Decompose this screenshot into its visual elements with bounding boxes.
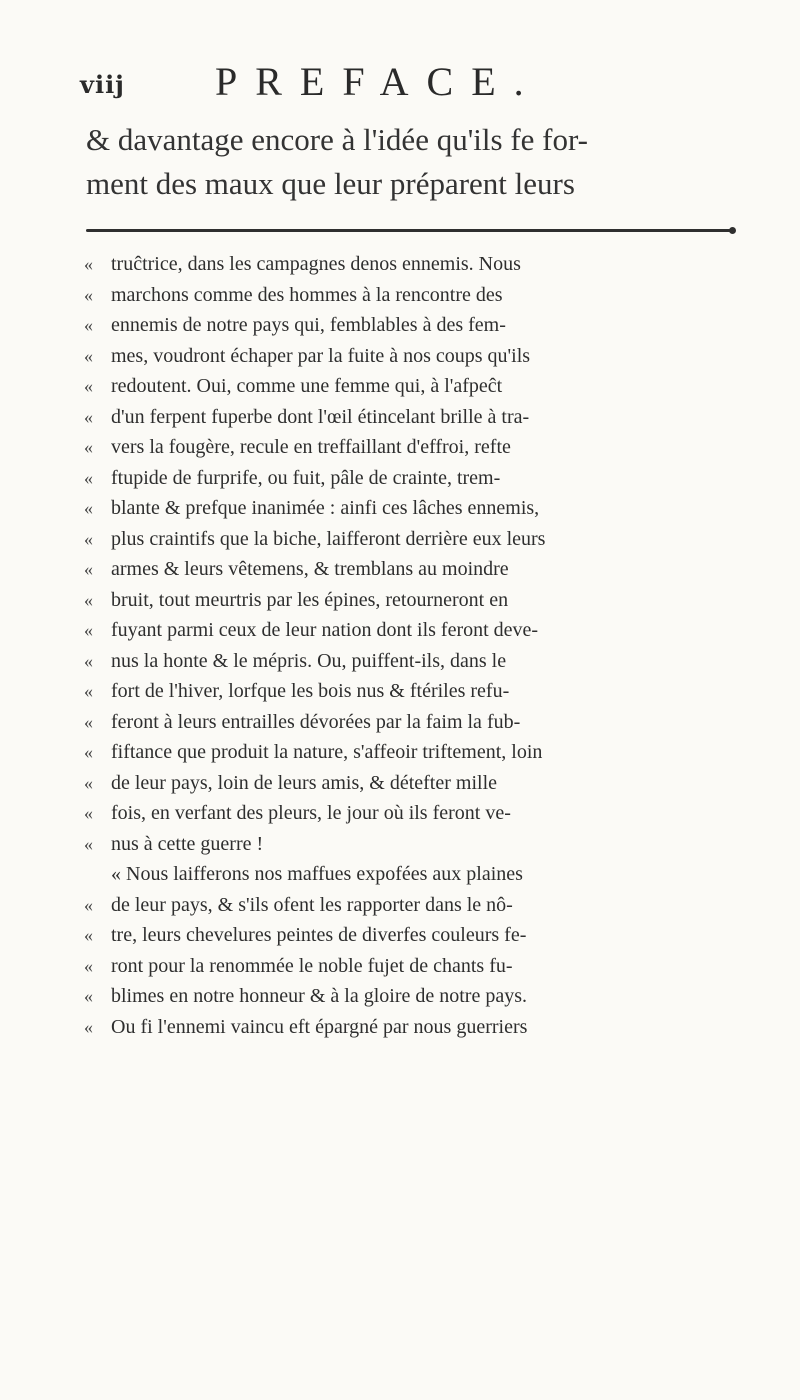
line-text: mes, voudront échaper par la fuite à nos coups qu'ils bbox=[111, 344, 531, 367]
section-divider bbox=[86, 229, 734, 232]
quote-mark: « bbox=[84, 742, 93, 762]
line-text: marchons comme des hommes à la rencontre des bbox=[111, 283, 503, 306]
quoted-speech bbox=[84, 249, 748, 1042]
line-text: fiftance que produit la nature, s'affeoir triftement, loin bbox=[111, 741, 543, 763]
line-text: vers la fougère, recule en treffaillant d'effroi, refte bbox=[111, 436, 511, 458]
quote-mark: « bbox=[84, 498, 93, 518]
quote-mark: « bbox=[84, 711, 93, 732]
text-line bbox=[84, 280, 748, 311]
quote-mark: « bbox=[84, 894, 93, 915]
line-text: fuyant parmi ceux de leur nation dont ils feront deve- bbox=[111, 619, 539, 641]
text-line bbox=[84, 981, 748, 1012]
quote-mark: « bbox=[84, 437, 93, 457]
text-line bbox=[84, 310, 748, 341]
quote-mark: « bbox=[84, 559, 93, 579]
quote-mark: « bbox=[84, 315, 93, 335]
quote-mark: « bbox=[84, 925, 93, 945]
text-line bbox=[84, 524, 748, 555]
line-text: « Nous laifferons nos maffues expofées aux plaines bbox=[111, 863, 523, 885]
text-line bbox=[84, 371, 748, 402]
quote-mark: « bbox=[84, 254, 93, 274]
line-text: nus la honte & le mépris. Ou, puiffent-ils, dans le bbox=[111, 649, 507, 672]
text-line bbox=[84, 859, 748, 890]
text-line bbox=[84, 615, 748, 646]
quote-mark: « bbox=[84, 345, 93, 366]
line-text: nus à cette guerre ! bbox=[111, 832, 264, 855]
line-text: plus craintifs que la biche, laifferont derrière eux leurs bbox=[111, 527, 546, 550]
text-line bbox=[84, 737, 748, 768]
quote-mark: « bbox=[84, 833, 93, 854]
text-line bbox=[84, 829, 748, 860]
line-text: fort de l'hiver, lorfque les bois nus & ftériles refu- bbox=[111, 680, 510, 702]
line-text: de leur pays, loin de leurs amis, & détefter mille bbox=[111, 771, 497, 794]
quote-mark: « bbox=[84, 1016, 93, 1037]
quote-mark: « bbox=[84, 955, 93, 976]
text-line bbox=[84, 402, 748, 433]
text-line bbox=[84, 1012, 748, 1043]
text-line bbox=[84, 646, 748, 677]
line-text: Ou fi l'ennemi vaincu eft épargné par nous guerriers bbox=[111, 1015, 528, 1038]
text-line bbox=[84, 463, 748, 494]
text-line bbox=[84, 493, 748, 524]
line-text: blimes en notre honneur & à la gloire de notre pays. bbox=[111, 985, 527, 1007]
text-line bbox=[84, 341, 748, 372]
text-line bbox=[84, 676, 748, 707]
page-number: viij bbox=[80, 70, 125, 99]
text-line bbox=[84, 249, 748, 280]
text-line bbox=[84, 707, 748, 738]
quote-mark: « bbox=[84, 772, 93, 793]
text-line bbox=[84, 890, 748, 921]
line-text: bruit, tout meurtris par les épines, retourneront en bbox=[111, 588, 509, 611]
line-text: blante & prefque inanimée : ainfi ces lâches ennemis, bbox=[111, 497, 540, 519]
running-title: PREFACE. bbox=[215, 59, 542, 104]
quote-mark: « bbox=[84, 284, 93, 305]
quote-mark: « bbox=[84, 681, 93, 701]
line-text: fois, en verfant des pleurs, le jour où ils feront ve- bbox=[111, 802, 511, 824]
line-text: feront à leurs entrailles dévorées par la faim la fub- bbox=[111, 710, 521, 733]
text-line bbox=[84, 920, 748, 951]
intro-line: & davantage encore à l'idée qu'ils fe for- bbox=[86, 122, 589, 157]
quote-mark: « bbox=[84, 528, 93, 549]
line-text: ennemis de notre pays qui, femblables à des fem- bbox=[111, 314, 506, 336]
page-header bbox=[80, 58, 720, 108]
text-line bbox=[84, 432, 748, 463]
quote-mark: « bbox=[84, 589, 93, 610]
intro-line: ment des maux que leur préparent leurs bbox=[86, 166, 575, 201]
quote-mark: « bbox=[84, 803, 93, 823]
line-text: ftupide de furprife, ou fuit, pâle de crainte, trem- bbox=[111, 466, 501, 489]
line-text: redoutent. Oui, comme une femme qui, à l'afpeĉt bbox=[111, 375, 503, 397]
text-line bbox=[84, 951, 748, 982]
line-text: ront pour la renommée le noble fujet de chants fu- bbox=[111, 954, 513, 977]
line-text: de leur pays, & s'ils ofent les rapporter dans le nô- bbox=[111, 893, 513, 916]
text-line bbox=[84, 798, 748, 829]
quote-mark: « bbox=[84, 620, 93, 640]
text-line bbox=[84, 768, 748, 799]
text-line bbox=[84, 554, 748, 585]
line-text: tre, leurs chevelures peintes de diverfes couleurs fe- bbox=[111, 924, 527, 946]
text-line bbox=[84, 585, 748, 616]
intro-paragraph bbox=[86, 118, 746, 206]
line-text: truĉtrice, dans les campagnes denos ennemis. Nous bbox=[111, 253, 521, 275]
quote-mark: « bbox=[84, 406, 93, 427]
line-text: armes & leurs vêtemens, & tremblans au moindre bbox=[111, 558, 509, 580]
quote-mark: « bbox=[84, 650, 93, 671]
quote-mark: « bbox=[84, 376, 93, 396]
quote-mark bbox=[84, 859, 111, 890]
quote-mark: « bbox=[84, 467, 93, 488]
quote-mark: « bbox=[84, 986, 93, 1006]
line-text: d'un ferpent fuperbe dont l'œil étincelant brille à tra- bbox=[111, 405, 530, 428]
